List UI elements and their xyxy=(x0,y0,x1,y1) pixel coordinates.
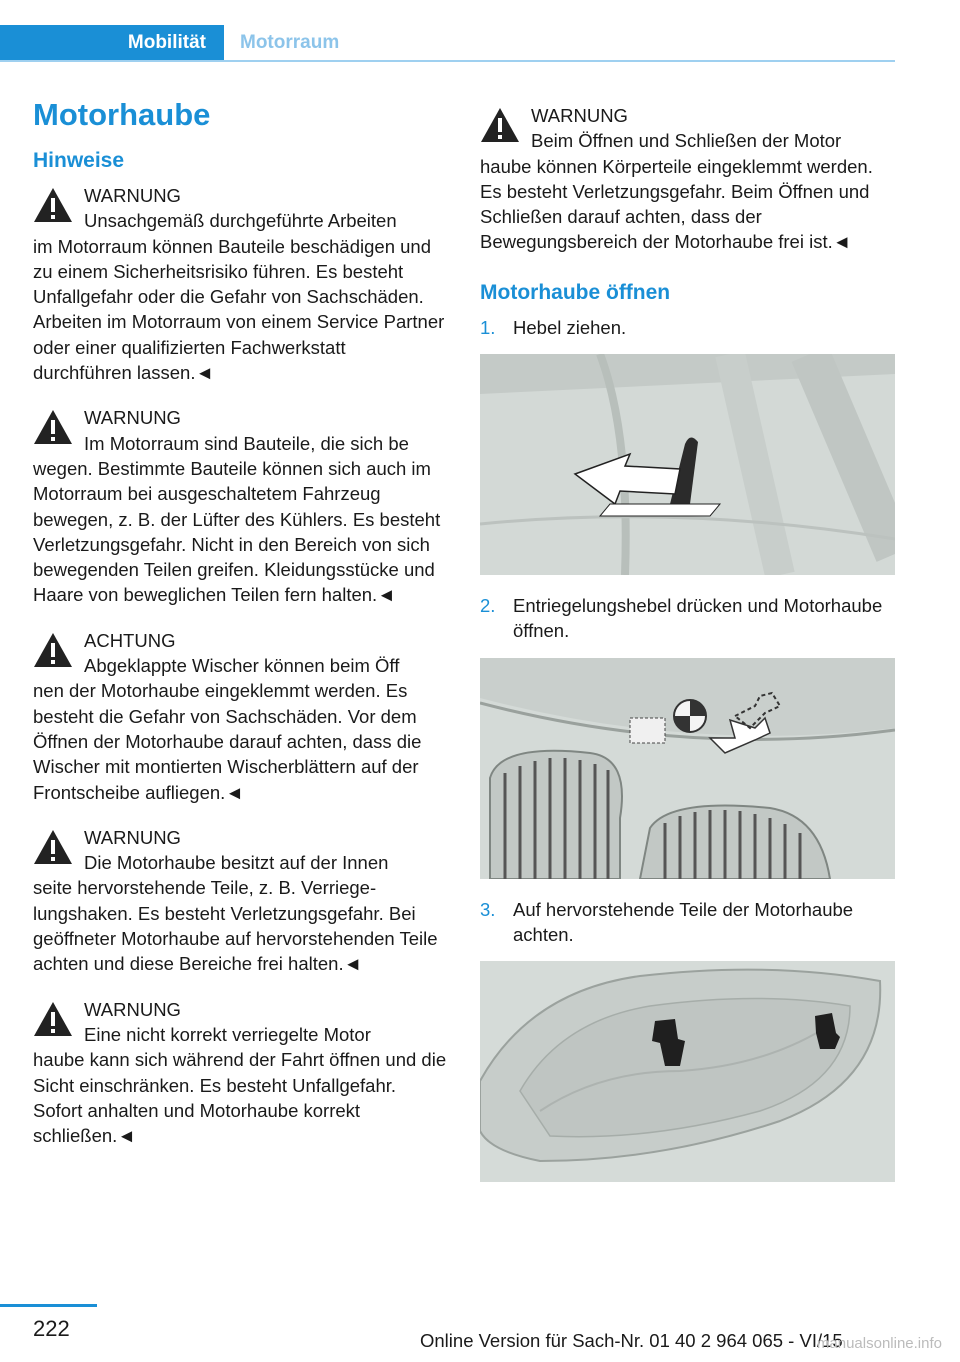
page-number: 222 xyxy=(33,1316,70,1341)
warning-text-first: Im Motorraum sind Bauteile, die sich be xyxy=(84,432,409,454)
illustration-hood-lever xyxy=(480,354,895,575)
warning-label: WARNUNG xyxy=(531,105,628,126)
warning-text-body: seite hervorstehende Teile, z. B. Verriegelungshaken. Es besteht Verletzungsgefahr. Bei geöffneter Motorhaube auf hervorstehenden Teile achten und diese Bereiche frei halten.◄ xyxy=(33,877,438,975)
step-text: Entriegelungshebel drücken und Motorhaube öffnen. xyxy=(513,595,883,642)
warning-label: WARNUNG xyxy=(84,826,181,848)
warning-icon xyxy=(33,1001,73,1037)
warning-text-body: im Motorraum können Bauteile beschädigen und zu einem Sicherheitsrisiko führen. Es besteht Unfallgefahr oder die Gefahr von Sachschäden. Arbeiten im Motorraum von einem Service Partner oder einer qualifizierten Fachwerkstatt durchführen lassen.◄ xyxy=(33,235,445,384)
version-note: Online Version für Sach-Nr. 01 40 2 964 065 - VI/15 xyxy=(420,1330,843,1351)
warning-block xyxy=(480,103,895,255)
page-header xyxy=(0,0,895,62)
warning-icon xyxy=(33,632,73,668)
warning-label: WARNUNG xyxy=(84,998,181,1020)
warning-block xyxy=(33,997,448,1149)
illustration-release-lever xyxy=(480,658,895,879)
page-title: Motorhaube xyxy=(33,97,211,132)
section-heading: Hinweise xyxy=(33,149,125,172)
caution-block xyxy=(33,628,448,805)
section-heading: Motorhaube öffnen xyxy=(480,280,671,304)
step-item xyxy=(480,315,895,340)
warning-block xyxy=(33,183,448,385)
caution-label: ACHTUNG xyxy=(84,629,176,651)
subsection-tab: Motorraum xyxy=(240,32,340,53)
warning-label: WARNUNG xyxy=(84,407,181,429)
warning-text-first: Beim Öffnen und Schließen der Motor xyxy=(531,130,842,152)
footer-rule xyxy=(0,1304,97,1307)
warning-block xyxy=(33,405,448,607)
step-item xyxy=(480,593,895,644)
step-number: 3. xyxy=(480,898,496,920)
step-number: 2. xyxy=(480,595,496,617)
figure-hood-lever xyxy=(480,354,895,575)
step-item xyxy=(480,897,895,948)
right-column xyxy=(480,103,895,1200)
figure-release-lever xyxy=(480,658,895,879)
warning-icon xyxy=(480,107,520,143)
illustration-hood-underside xyxy=(480,961,895,1182)
warning-text-body: wegen. Bestimmte Bauteile können sich auch im Motorraum bei ausgeschaltetem Fahrzeug bewegen, z. B. der Lüfter des Kühlers. Es besteht Verletzungsgefahr. Nicht in den Bereich von sich bewegenden Teilen greifen. Kleidungsstücke und Haare von beweglichen Teilen fern halten.◄ xyxy=(33,457,441,606)
watermark: manualsonline.info xyxy=(816,1335,942,1352)
left-column xyxy=(33,95,448,1168)
section-tab: Mobilität xyxy=(0,25,224,61)
warning-icon xyxy=(33,409,73,445)
warning-text-first: Unsachgemäß durchgeführte Arbeiten xyxy=(84,210,397,232)
figure-hood-underside xyxy=(480,961,895,1182)
warning-text-body: haube kann sich während der Fahrt öffnen und die Sicht einschränken. Es besteht Unfallgefahr. Sofort anhalten und Motorhaube korrekt schließen.◄ xyxy=(33,1049,447,1147)
header-rule xyxy=(0,60,895,62)
warning-icon xyxy=(33,829,73,865)
warning-text-first: Eine nicht korrekt verriegelte Motor xyxy=(84,1023,371,1045)
step-text: Auf hervorstehende Teile der Motorhaube achten. xyxy=(513,898,854,945)
caution-text-body: nen der Motorhaube eingeklemmt werden. Es besteht die Gefahr von Sachschäden. Vor dem Öffnen der Motorhaube darauf achten, dass die Wischer mit montierten Wischerblättern auf der Frontscheibe aufliegen.◄ xyxy=(33,680,422,803)
warning-block xyxy=(33,825,448,977)
warning-label: WARNUNG xyxy=(84,185,181,206)
step-text: Hebel ziehen. xyxy=(513,316,627,338)
warning-text-first: Die Motorhaube besitzt auf der Innen xyxy=(84,852,389,874)
warning-icon xyxy=(33,187,73,223)
step-number: 1. xyxy=(480,316,496,338)
caution-text-first: Abgeklappte Wischer können beim Öff xyxy=(84,655,400,677)
warning-text-body: haube können Körperteile eingeklemmt werden. Es besteht Verletzungsgefahr. Beim Öffnen und Schließen darauf achten, dass der Bewegungsbereich der Motorhaube frei ist.◄ xyxy=(480,155,873,253)
